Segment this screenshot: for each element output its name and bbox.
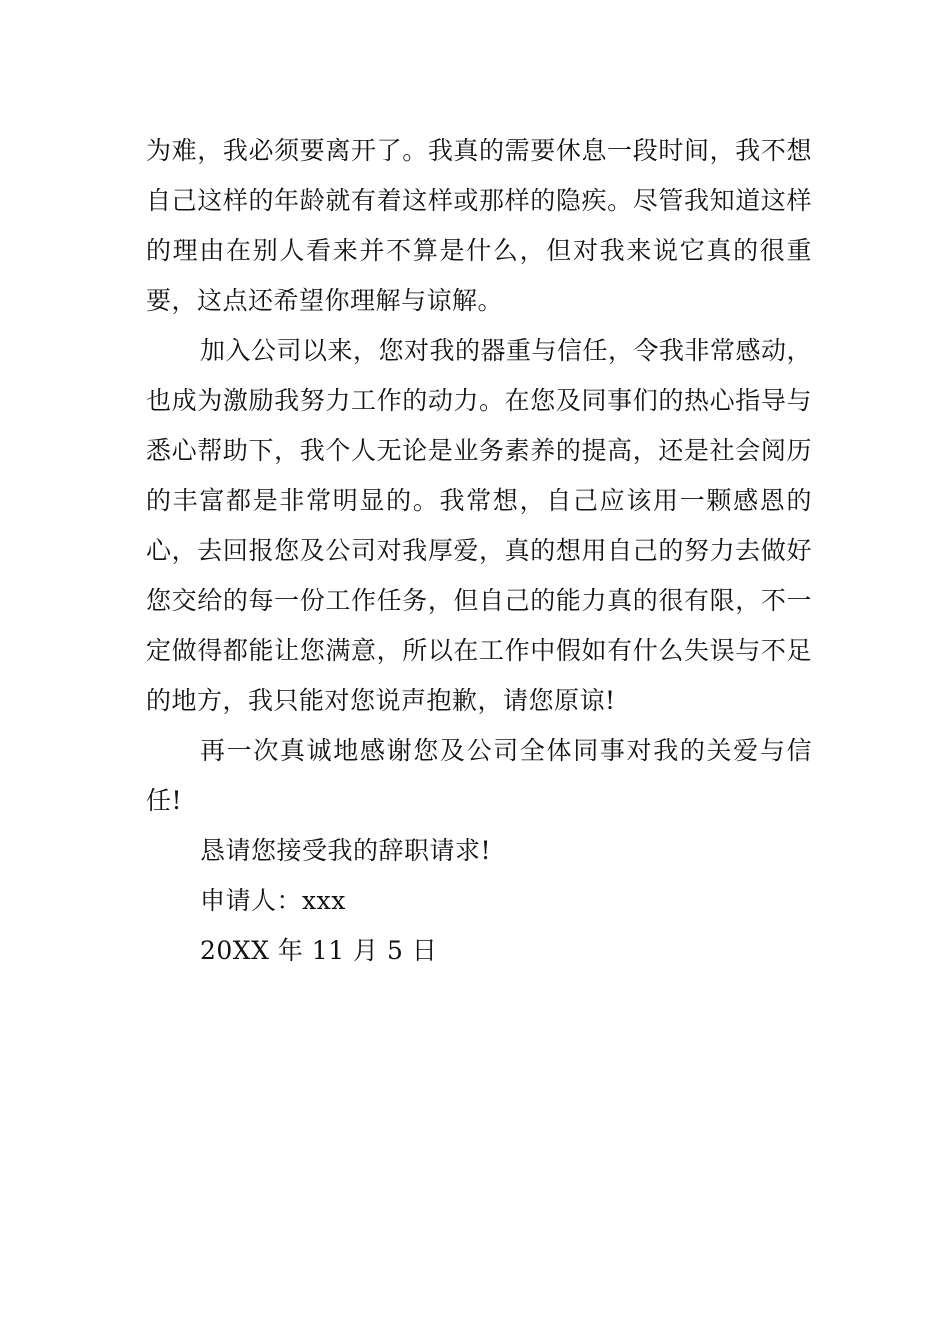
paragraph-gratitude: 加入公司以来，您对我的器重与信任，令我非常感动，也成为激励我努力工作的动力。在您及同事们的热心指导与悉心帮助下，我个人无论是业务素养的提高，还是社会阅历的丰富都是非常明显的。我常想，自己应该用一颗感恩的心，去回报您及公司对我厚爱，真的想用自己的努力去做好您交给的每一份工作任务，但自己的能力真的很有限，不一定做得都能让您满意，所以在工作中假如有什么失误与不足的地方，我只能对您说声抱歉，请您原谅!: [146, 336, 813, 715]
resignation-request-line: 恳请您接受我的辞职请求!: [200, 836, 492, 865]
paragraph-continuation: 为难，我必须要离开了。我真的需要休息一段时间，我不想自己这样的年龄就有着这样或那样的隐疾。尽管我知道这样的理由在别人看来并不算是什么，但对我来说它真的很重要，这点还希望你理解与谅解。: [146, 136, 812, 315]
letter-date: 20XX 年 11 月 5 日: [200, 936, 438, 965]
paragraph-thanks-again: 再一次真诚地感谢您及公司全体同事对我的关爱与信任!: [146, 736, 812, 815]
applicant-signature-line: 申请人：xxx: [200, 886, 346, 915]
letter-body: [146, 126, 812, 976]
